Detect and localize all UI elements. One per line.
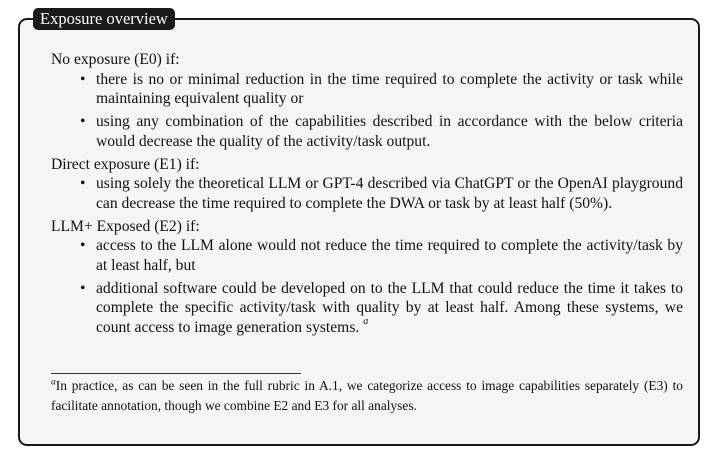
footnote-text: In practice, as can be seen in the full rubric in A.1, we categorize access to image capabilities separately (E3) to facilitate annotation, though we combine E2 and E3 for all analyses. (51, 378, 683, 413)
list-item (51, 236, 683, 275)
bullet-icon: • (80, 175, 86, 193)
list-item (51, 70, 683, 109)
footnote-marker[interactable]: a (363, 315, 369, 327)
list-item (51, 279, 683, 338)
bullet-text: using any combination of the capabilities described in accordance with the below criteria would decrease the quality of the activity/task output. (96, 113, 683, 150)
section-heading-e1: Direct exposure (E1) if: (51, 155, 200, 173)
footnote (51, 376, 683, 416)
bullet-icon: • (80, 237, 86, 255)
section-heading-e2: LLM+ Exposed (E2) if: (51, 217, 200, 235)
bullet-icon: • (80, 70, 86, 88)
list-item (51, 112, 683, 151)
section-heading-e0: No exposure (E0) if: (51, 51, 180, 68)
bullet-text: access to the LLM alone would not reduce the time required to complete the activity/task by at least half, but (96, 237, 683, 275)
e2-bullet-list (51, 236, 683, 338)
bullet-text: using solely the theoretical LLM or GPT-4 described via ChatGPT or the OpenAI playground can decrease the time required to complete the DWA or task by at least half (50%). (96, 175, 683, 212)
bullet-text: there is no or minimal reduction in the time required to complete the activity or task while maintaining equivalent quality or (96, 70, 683, 108)
bullet-icon: • (80, 113, 86, 131)
footnote-divider (51, 373, 301, 374)
footnote-label: a (51, 377, 56, 388)
e1-bullet-list (51, 174, 683, 213)
exposure-content (51, 50, 683, 341)
bullet-icon: • (80, 279, 86, 297)
e0-bullet-list (51, 70, 683, 152)
list-item (51, 174, 683, 213)
bullet-text: additional software could be developed on to the LLM that could reduce the time it takes to complete the specific activity/task with quality by at least half. Among these systems, we count access to image generation systems. (96, 279, 683, 337)
box-title: Exposure overview (33, 8, 175, 30)
